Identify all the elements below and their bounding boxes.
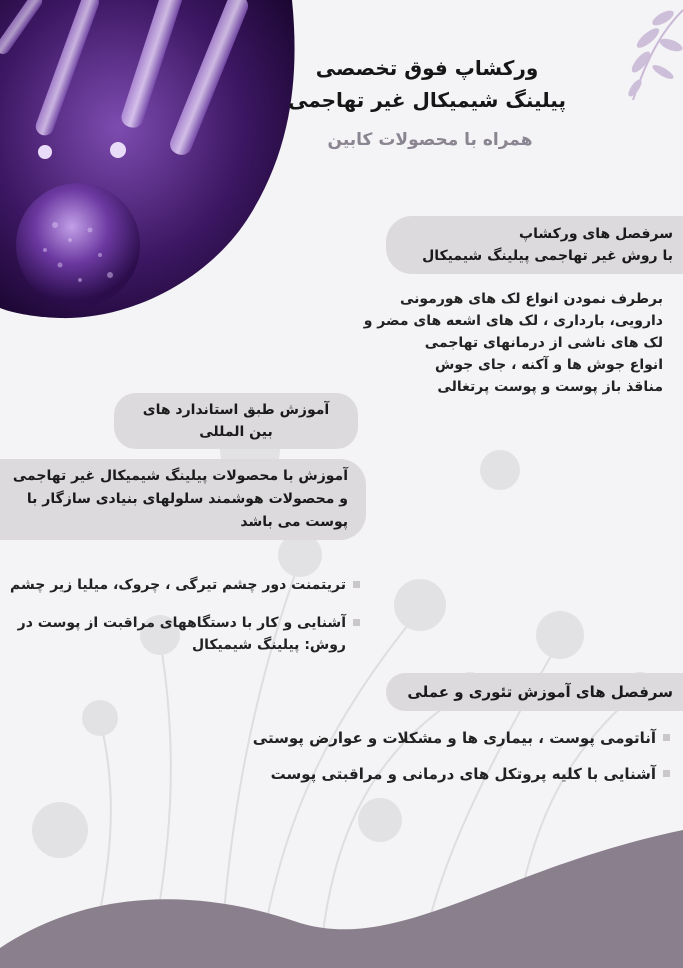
products-intro-box: آموزش با محصولات پیلینگ شیمیکال غیر تهاجمی و محصولات هوشمند سلولهای بنیادی سازگار با پوست می باشد <box>0 459 366 540</box>
page-title <box>272 52 582 116</box>
heading-line-1: سرفصل های ورکشاپ <box>519 226 673 242</box>
body-line: دارویی، بارداری ، لک های اشعه های مضر و <box>363 313 663 329</box>
treatment-bullet-list <box>10 574 360 672</box>
list-item: آشنایی و کار با دستگاههای مراقبت از پوست در روش: پیلینگ شیمیکال <box>10 612 360 656</box>
bottom-wave-decoration <box>0 828 683 968</box>
list-item: آشنایی با کلیه پروتکل های درمانی و مراقبتی پوست <box>200 762 670 786</box>
workshop-topics-heading <box>386 216 683 274</box>
standard-line-2: بین المللی <box>199 424 273 440</box>
leaf-branch-illustration <box>593 0 683 110</box>
title-line-1: ورکشاپ فوق تخصصی <box>315 56 539 80</box>
page-subtitle: همراه با محصولات کابین <box>327 130 533 150</box>
body-line: برطرف نمودن انواع لک های هورمونی <box>399 291 663 307</box>
body-line: انواع جوش ها و آکنه ، جای جوش <box>435 357 663 373</box>
international-standard-badge <box>114 393 358 449</box>
list-item: آناتومی پوست ، بیماری ها و مشکلات و عوارض پوستی <box>200 726 670 750</box>
title-line-2: پیلینگ شیمیکال غیر تهاجمی <box>288 88 566 112</box>
workshop-topics-body <box>356 288 663 398</box>
theory-bullet-list <box>200 726 670 798</box>
body-line: لک های ناشی از درمانهای تهاجمی <box>424 335 663 351</box>
standard-line-1: آموزش طبق استاندارد های <box>142 402 330 418</box>
theory-practice-heading: سرفصل های آموزش تئوری و عملی <box>386 673 683 711</box>
body-line: مناقذ باز پوست و پوست پرتغالی <box>437 379 663 395</box>
list-item: تریتمنت دور چشم تیرگی ، چروک، میلیا زیر چشم <box>10 574 360 596</box>
serum-droppers-illustration <box>0 0 300 330</box>
heading-line-2: با روش غیر تهاجمی پیلینگ شیمیکال <box>422 248 673 264</box>
